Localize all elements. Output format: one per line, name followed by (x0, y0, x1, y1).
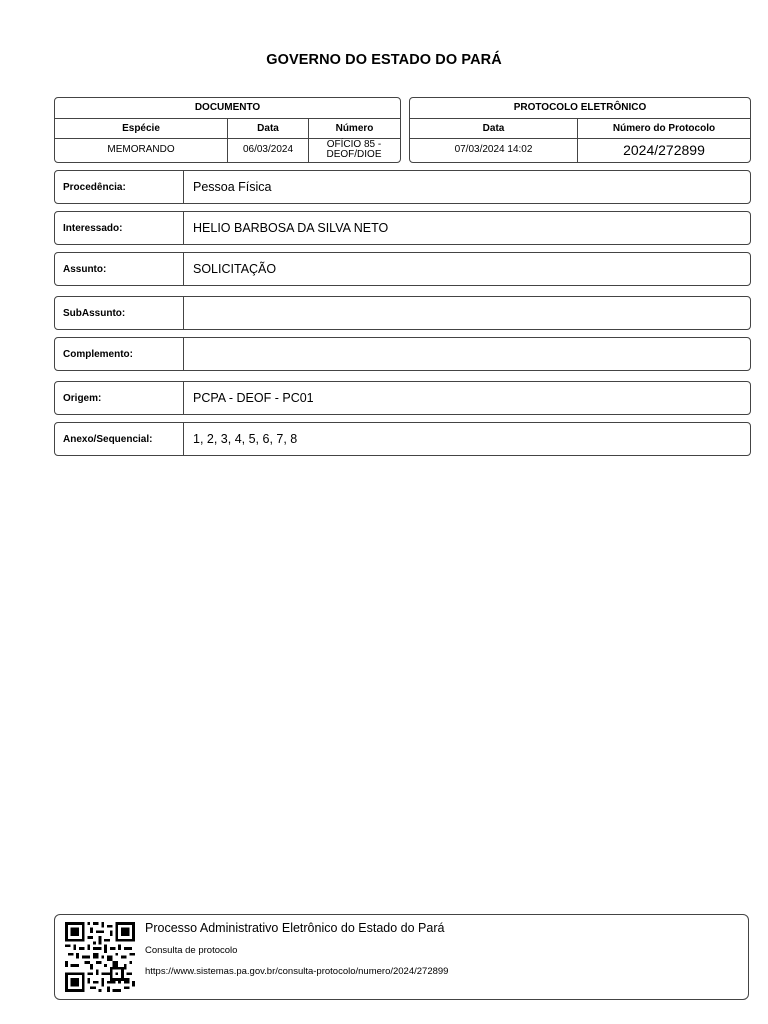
field-origem (54, 381, 751, 415)
field-assunto (54, 252, 751, 286)
documento-numero-value: OFÍCIO 85 - DEOF/DIOE (326, 139, 382, 160)
footer-box (54, 914, 749, 1000)
field-value: SOLICITAÇÃO (193, 262, 277, 276)
field-anexo-sequencial (54, 422, 751, 456)
field-label: Complemento: (55, 338, 184, 370)
field-subassunto (54, 296, 751, 330)
field-value: PCPA - DEOF - PC01 (193, 391, 314, 405)
field-label: Assunto: (55, 253, 184, 285)
documento-col-numero: Número (335, 122, 374, 134)
field-complemento (54, 337, 751, 371)
footer-subtitle: Consulta de protocolo (145, 945, 238, 956)
field-value: 1, 2, 3, 4, 5, 6, 7, 8 (193, 432, 298, 446)
documento-especie-value: MEMORANDO (107, 144, 175, 155)
field-label: Interessado: (55, 212, 184, 244)
protocolo-numero-value: 2024/272899 (623, 142, 705, 158)
footer-url-link[interactable]: https://www.sistemas.pa.gov.br/consulta-protocolo/numero/2024/272899 (145, 966, 449, 977)
protocolo-data-value: 07/03/2024 14:02 (454, 144, 533, 155)
protocolo-heading: PROTOCOLO ELETRÔNICO (513, 102, 647, 113)
documento-box (54, 97, 401, 163)
protocolo-box (409, 97, 751, 163)
qr-code-icon[interactable] (63, 922, 137, 992)
documento-data-value: 06/03/2024 (242, 144, 294, 155)
protocolo-col-data: Data (482, 122, 505, 134)
documento-heading: DOCUMENTO (194, 102, 261, 113)
field-label: Procedência: (55, 171, 184, 203)
field-label: Anexo/Sequencial: (55, 423, 184, 455)
field-value: Pessoa Física (193, 180, 272, 194)
footer-title: Processo Administrativo Eletrônico do Estado do Pará (145, 921, 445, 935)
field-procedencia (54, 170, 751, 204)
documento-col-data: Data (257, 122, 279, 134)
protocolo-col-numero: Número do Protocolo (612, 122, 716, 134)
page-title: GOVERNO DO ESTADO DO PARÁ (266, 52, 502, 68)
field-label: Origem: (55, 382, 184, 414)
field-interessado (54, 211, 751, 245)
field-value: HELIO BARBOSA DA SILVA NETO (193, 221, 389, 235)
field-label: SubAssunto: (55, 297, 184, 329)
documento-col-especie: Espécie (122, 122, 160, 134)
